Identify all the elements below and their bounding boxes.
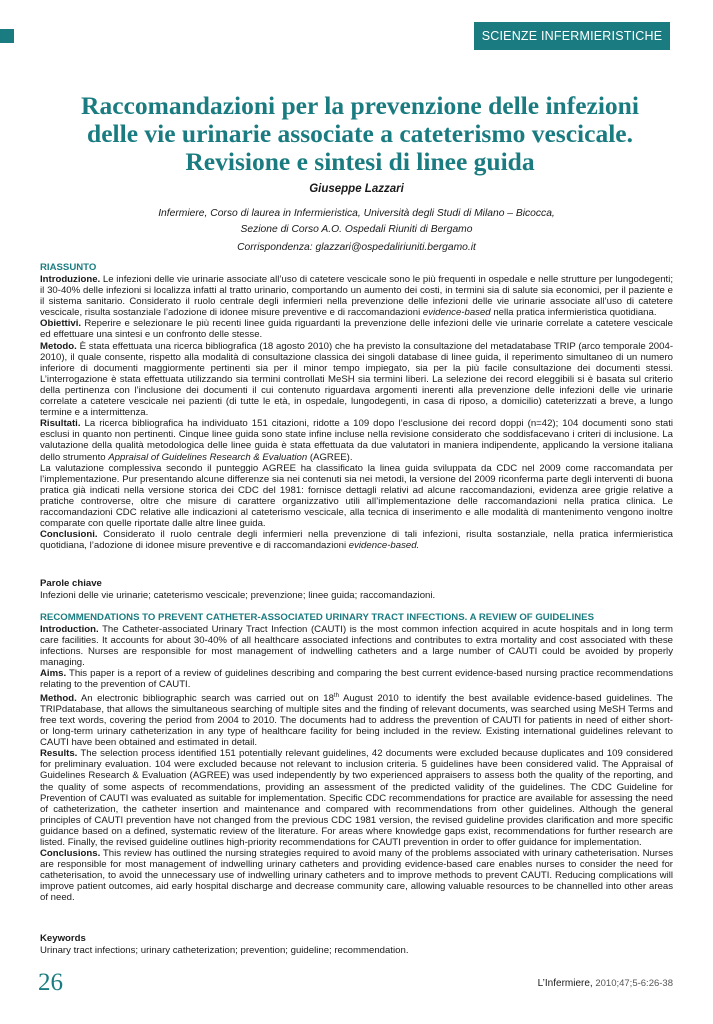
- riassunto-risultati-p2: La valutazione complessiva secondo il punteggio AGREE ha classificato la linea guida sviluppata da CDC nel 2009 come raccomandata per l’implementazione. Pur presentando alcune differenze sia nei contenuti sia nei metodi, la versione del 2009 riconferma parte degli interventi di buona pratica già indicati nella versione storica dei CDC del 1981: fornisce dettagli relativi ad alcune raccomandazioni, evidenza aree grigie relative a pratiche controverse, oltre che misure di carattere organizzativo utili all’implementazione delle raccomandazioni nella pratica clinica. Le raccomandazioni CDC relative alle indicazioni al cateterismo vescicale, alla tecnica di inserimento e alle modalità di mantenimento vengono inoltre comparate con quelle riportate dalle altre linee guida.: [40, 462, 673, 530]
- metodo-label: Metodo.: [40, 340, 77, 352]
- author-name: Giuseppe Lazzari: [309, 183, 404, 195]
- conclusions-text: This review has outlined the nursing strategies required to avoid many of the problems associated with urinary catheterisation. Nurses are responsible for most management of indwelling urinary catheters and providing evidence-based care enables nurses to consider the need for catheterisation, to avoid the unnecessary use of indwelling urinary catheters and to improve methods to prevent CAUTI. Reducing complications will improve patient outcomes, aid early hospital discharge and decrease community care, allowing valuable resources to be channelled into other areas of need.: [40, 848, 673, 904]
- riassunto-risultati: [40, 418, 673, 462]
- riassunto-obiettivi: [40, 318, 673, 340]
- introduzione-tail: nella pratica infermieristica quotidiana.: [493, 307, 657, 319]
- risultati-label: Risultati.: [40, 418, 81, 430]
- conclusioni-italic: evidence-based.: [348, 540, 420, 552]
- author-affiliation: [0, 206, 713, 237]
- introduzione-label: Introduzione.: [40, 274, 101, 285]
- method-text-b: August 2010 to identify the best available evidence-based guidelines. The TRIPdatabase, that allows the simultaneous searching of multiple sites and the finding of relevant documents, was searched using MeSH Terms and free text words, covering the period from 2004 to 2010. The documents had to address the prevention of CAUTI for patients in need of either short- or long-term urinary catheterization in any type of healthcare facility for being included in the review. Existing international guidelines relevant to CAUTI have been obtained and estimated in detail.: [40, 692, 674, 749]
- title-line-2: delle vie urinarie associate a cateterismo vescicale.: [87, 119, 633, 148]
- affiliation-line-2: Sezione di Corso A.O. Ospedali Riuniti di Bergamo: [240, 223, 473, 235]
- riassunto-introduzione: [40, 274, 673, 318]
- abstract-section: [40, 612, 673, 904]
- journal-reference: [538, 978, 673, 989]
- abstract-introduction: [40, 624, 673, 668]
- abstract-aims: [40, 668, 673, 690]
- title-line-3: Revisione e sintesi di linee guida: [185, 147, 535, 176]
- obiettivi-text: Reperire e selezionare le più recenti linee guida riguardanti la prevenzione delle infezioni delle vie urinarie correlate a catetere vescicale ed effettuare una sintesi e un confronto delle stesse.: [40, 318, 673, 341]
- parole-chiave-heading: Parole chiave: [40, 578, 102, 589]
- keywords-heading: Keywords: [40, 933, 86, 944]
- metodo-text: È stata effettuata una ricerca bibliografica (18 agosto 2010) che ha previsto la consultazione del metadatabase TRIP (arco temporale 2004-2010), il quale consente, rispetto alla modalità di consultazione classica dei singoli database di linee guida, il reperimento simultaneo di un numero inferiore di documenti maggiormente pertinenti sia per il minor tempo impiegato, sia per la più facile consultazione dei documenti stessi. L’interrogazione è stata effettuata utilizzando sia termini controllati MeSH sia termini liberi. La selezione dei record eleggibili si è basata sul criterio della pertinenza con l’inclusione dei documenti il cui contenuto riguardava argomenti inerenti alla prevenzione delle infezioni delle vie urinarie correlate a catetere vescicale nei pazienti (di tutte le età, in ospedale, lungodegenti, in casa di riposo, a domicilio) cateterizzati a breve, a lungo termine e a intermittenza.: [40, 340, 674, 419]
- aims-label: Aims.: [40, 668, 67, 680]
- journal-name: L’Infermiere,: [537, 978, 593, 989]
- conclusions-label: Conclusions.: [40, 848, 101, 860]
- method-superscript: th: [333, 692, 339, 699]
- keywords-section: [40, 933, 673, 956]
- abstract-heading: RECOMMENDATIONS TO PREVENT CATHETER-ASSOCIATED URINARY TRACT INFECTIONS. A REVIEW OF GUIDELINES: [40, 612, 594, 623]
- journal-citation: 2010;47;5-6:26-38: [595, 978, 673, 989]
- header-stripe: [0, 29, 14, 43]
- parole-chiave-text: Infezioni delle vie urinarie; cateterismo vescicale; prevenzione; linee guida; raccomandazioni.: [40, 590, 436, 601]
- abstract-results: [40, 748, 673, 848]
- introduction-text: The Catheter-associated Urinary Tract Infection (CAUTI) is the most common infection acquired in acute hospitals and in long term care facilities. It accounts for about 30-40% of all healthcare associated infections and contributes to extra mortality and cost associated with these infections. Nurses are responsible for most management of indwelling catheters and a large number of CAUTI could be avoided by properly managing.: [40, 624, 673, 669]
- method-label: Method.: [40, 692, 77, 704]
- riassunto-metodo: [40, 341, 673, 419]
- keywords-text: Urinary tract infections; urinary catheterization; prevention; guideline; recommendation.: [40, 945, 409, 956]
- affiliation-line-1: Infermiere, Corso di laurea in Infermieristica, Università degli Studi di Milano – Bicocca,: [158, 208, 555, 219]
- aims-text: This paper is a report of a review of guidelines describing and comparing the best current evidence-based nursing practice recommendations relating to the prevention of CAUTI.: [40, 668, 673, 691]
- article-title: [70, 92, 650, 176]
- method-text-a: An electronic bibliographic search was carried out on 18: [80, 692, 334, 704]
- risultati-tail: (AGREE).: [309, 451, 353, 463]
- obiettivi-label: Obiettivi.: [40, 318, 82, 330]
- riassunto-heading: RIASSUNTO: [40, 262, 97, 273]
- abstract-conclusions: [40, 848, 673, 903]
- title-line-1: Raccomandazioni per la prevenzione delle infezioni: [81, 91, 639, 120]
- riassunto-section: [40, 262, 673, 551]
- correspondence: Corrispondenza: glazzari@ospedaliriuniti.bergamo.it: [237, 242, 476, 253]
- results-label: Results.: [40, 748, 78, 760]
- abstract-method: [40, 691, 673, 749]
- parole-chiave-section: [40, 578, 673, 601]
- risultati-italic: Appraisal of Guidelines Research & Evaluation: [108, 451, 308, 463]
- section-tag: SCIENZE INFERMIERISTICHE: [474, 22, 670, 50]
- results-text: The selection process identified 151 potentially relevant guidelines, 42 documents were excluded because duplicates and 109 considered for preliminary evaluation. 104 were excluded because not relevant to inclusion criteria. 5 guidelines have been considered valid. The Appraisal of Guidelines Research & Evaluation (AGREE) was used independently by two experienced appraisers to assess both the quality of the reporting, and the quality of some aspects of recommendations, providing an assessment of the predicted validity of the guidelines. The CDC Guideline for Prevention of CAUTI was evaluated as suitable for implementation. Specific CDC recommendations for practice are available for assessing the need of catheterization, the catheter insertion and maintenance and compared with recommendations from other guidelines. Although the general principles of CAUTI prevention have not changed from the previous CDC 1981 version, the revised guideline provides clarification and more specific guidance based on a defined, systematic review of the literature. For areas where knowledge gaps exist, recommendations for further research are listed. Finally, the revised guideline outlines high-priority recommendations for CAUTI prevention in order to offer guidance for implementation.: [40, 748, 674, 848]
- riassunto-conclusioni: [40, 529, 673, 551]
- conclusioni-label: Conclusioni.: [40, 529, 98, 541]
- introduzione-text: Le infezioni delle vie urinarie associate all’uso di catetere vescicale sono le più frequenti in ospedale e nelle strutture per lungodegenti; il 30-40% delle infezioni si localizza infatti al tratto urinario, comportando un aumento dei costi, in termini sia di salute sia economici, per il paziente e il sistema sanitario. Considerato il ruolo centrale degli infermieri nella prevenzione delle infezioni delle vie urinarie associate all’uso di catetere vescicale, risulta sostanziale l’adozione di idonee misure preventive e di raccomandazioni: [40, 274, 674, 319]
- conclusioni-text: Considerato il ruolo centrale degli infermieri nella prevenzione di tali infezioni, risulta sostanziale, nella pratica infermieristica quotidiana, l’adozione di idonee misure preventive e di raccomandazioni: [40, 529, 673, 552]
- introduction-label: Introduction.: [40, 624, 99, 635]
- introduzione-italic: evidence-based: [422, 307, 491, 319]
- page-number: 26: [38, 969, 63, 996]
- risultati-text: La ricerca bibliografica ha individuato 151 citazioni, ridotte a 109 dopo l’esclusione dei record doppi (n=42); 104 documenti sono stati esclusi in quanto non pertinenti. Cinque linee guida sono state infine incluse nella revisione considerato che soddisfacevano i criteri di inclusione. La valutazione della qualità metodologica delle linee guida è stata effettuata da due valutatori in maniera indipendente, applicando la versione italiana dello strumento: [40, 418, 673, 463]
